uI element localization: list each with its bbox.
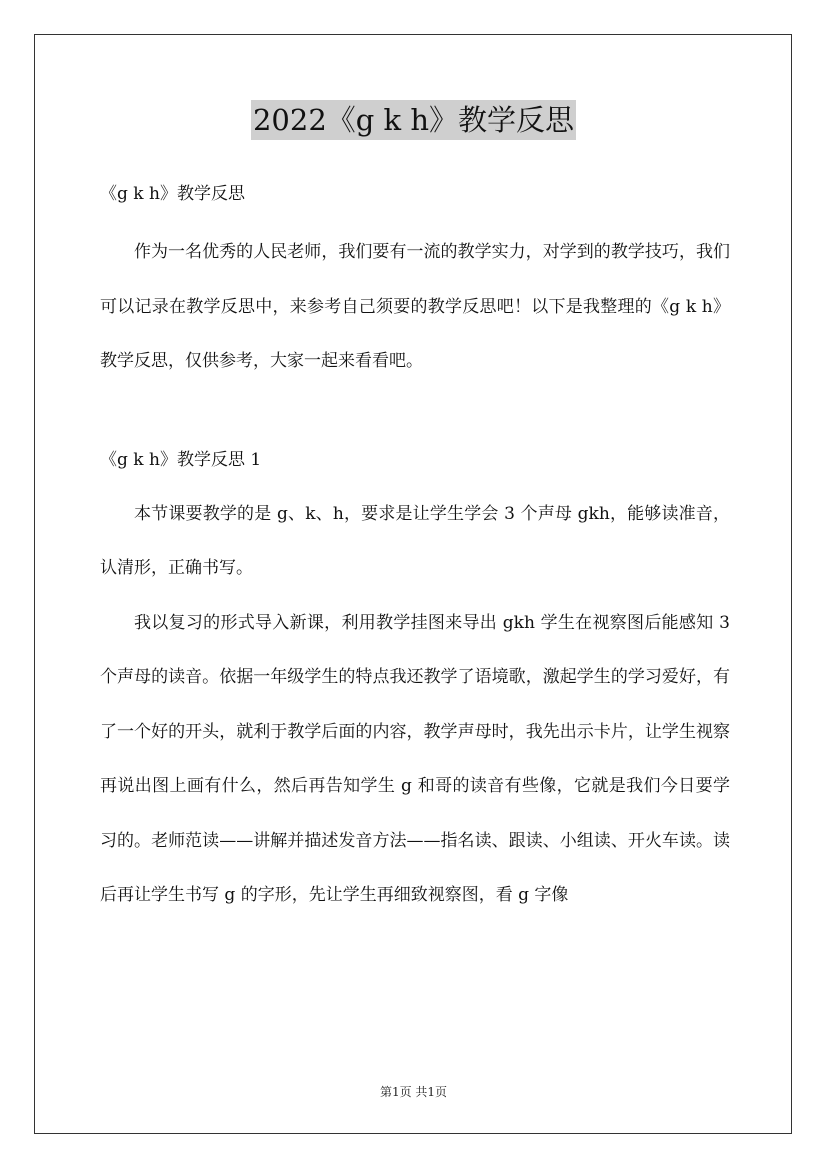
- section-1-paragraph-1: 本节课要教学的是 g、k、h，要求是让学生学会 3 个声母 gkh，能够读准音，认清形，正确书写。: [100, 503, 730, 578]
- title-area: [0, 100, 827, 140]
- section-1-paragraph-2: 我以复习的形式导入新课，利用教学挂图来导出 gkh 学生在视察图后能感知 3 个声母的读音。依据一年级学生的特点我还教学了语境歌，激起学生的学习爱好，有了一个好的开头，就利于教学后面的内容，教学声母时，我先出示卡片，让学生视察再说出图上画有什么，然后再告知学生 g 和哥的读音有些像，它就是我们今日要学习的。老师范读——讲解并描述发音方法——指名读、跟读、小组读、开火车读。读后再让学生书写 g 的字形，先让学生再细致视察图，看 g 字像: [100, 612, 730, 905]
- intro-paragraph: 作为一名优秀的人民老师，我们要有一流的教学实力，对学到的教学技巧，我们可以记录在教学反思中，来参考自己须要的教学反思吧！以下是我整理的《g k h》教学反思，仅供参考，大家一起来看看吧。: [100, 242, 730, 371]
- section-1-heading: 《g k h》教学反思 1: [100, 449, 262, 470]
- document-title: 2022《g k h》教学反思: [251, 100, 576, 140]
- page-footer: 第1页 共1页: [379, 1085, 448, 1099]
- document-subtitle: 《g k h》教学反思: [100, 184, 245, 204]
- document-body: [100, 172, 730, 923]
- section-spacer: [100, 389, 730, 438]
